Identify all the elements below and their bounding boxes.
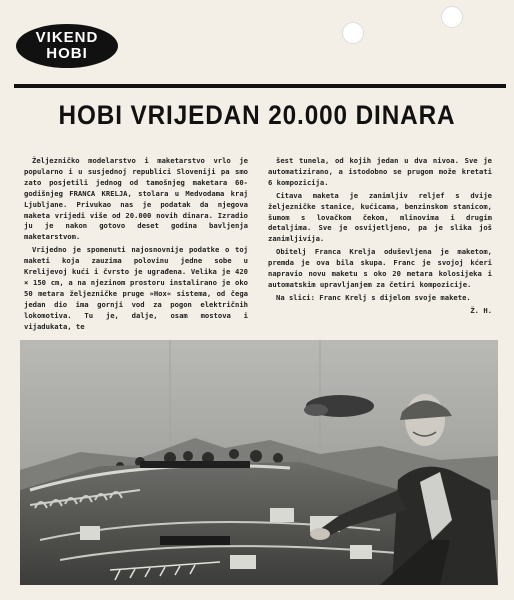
author-signature: Ž. H. — [470, 305, 492, 315]
paragraph: Citava maketa je zanimljiv reljef s dvije željezničke stanice, kućicama, benzinskom stanicom, šumom s lovačkom čekom, mlinovima i drugim detaljima. Sve je osvijetljeno, pa je slika još zanimljivija. — [268, 190, 492, 244]
article-body — [24, 156, 494, 334]
caption: Na slici: Franc Krelj s dijelom svoje makete. — [276, 292, 471, 302]
vikend-hobi-logo — [16, 24, 118, 68]
photo-illustration — [20, 340, 498, 585]
logo-line-1: VIKEND — [35, 29, 99, 46]
article-column-1 — [24, 156, 248, 333]
punch-hole — [342, 22, 364, 44]
paragraph: šest tunela, od kojih jedan u dva nivoa. Sve je automatizirano, a istodobno se prugom može kretati 6 kompozicija. — [268, 156, 492, 187]
article-column-2 — [268, 156, 492, 317]
paragraph: Vrijedno je spomenuti najosnovnije podatke o toj maketi koja zauzima polovinu jedne sobe u Krelijevoj kući i čvrsto je ugrađena. Velika je 420 × 150 cm, a na njezinom prostoru instalirano je oko 50 metara željezničke pruge »Hox« sistema, od čega jedan dio ima gornji vod za pogon električnih lokomotiva. Tu je, dalje, osam mostova i vijadukata, te — [24, 245, 248, 331]
header-rule — [14, 84, 506, 88]
model-railway-photo — [20, 340, 498, 585]
headline: HOBI VRIJEDAN 20.000 DINARA — [58, 100, 456, 130]
paragraph: Obitelj Franca Krelja oduševljena je maketom, premda je ova bila skupa. Franc je svojoj kćeri napravio novu maketu s oko 20 metara kolosijeka i automatskim upravljanjem za četiri kompozicije. — [268, 247, 492, 289]
punch-hole — [441, 6, 463, 28]
paragraph: Željezničko modelarstvo i maketarstvo vrlo je popularno i u susjednoj republici Sloveniji pa smo zato posjetili jednog od tamošnjeg maketara 60-godišnjeg FRANCA KRELJA, stolara u Medvodama kraj Ljubljane. Privukao nas je podatak da njegova maketa vrijedi više od 20.000 novih dinara. Izradio ju je nakon gotovo deset godina bavljenja maketarstvom. — [24, 156, 248, 242]
logo-line-2: HOBI — [46, 45, 88, 62]
